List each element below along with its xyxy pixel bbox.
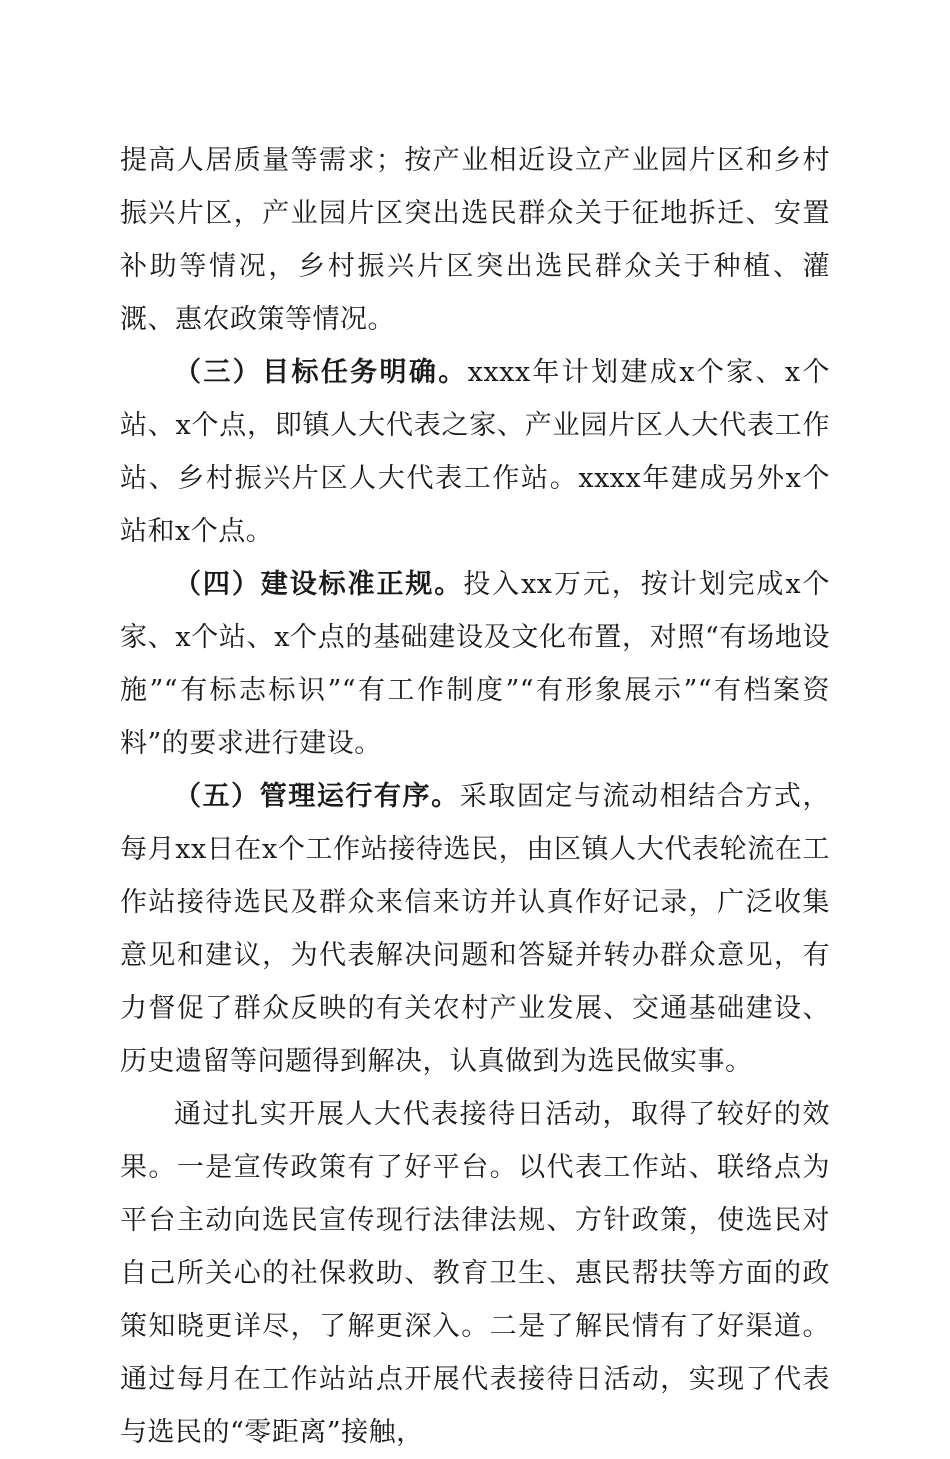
paragraph-section-4 (120, 558, 830, 770)
paragraph-section-5 (120, 770, 830, 1088)
paragraph-section-3 (120, 346, 830, 558)
paragraph-continuation (120, 134, 830, 346)
section-heading: （四）建设标准正规。 (174, 569, 464, 600)
paragraph-results (120, 1088, 830, 1459)
paragraph-text: 通过扎实开展人大代表接待日活动，取得了较好的效果。一是宣传政策有了好平台。以代表工作站、联络点为平台主动向选民宣传现行法律法规、方针政策，使选民对自己所关心的社保救助、教育卫生、惠民帮扶等方面的政策知晓更详尽，了解更深入。二是了解民情有了好渠道。通过每月在工作站站点开展代表接待日活动，实现了代表与选民的“零距离”接触， (120, 1099, 830, 1448)
section-heading: （五）管理运行有序。 (174, 781, 460, 812)
paragraph-text: 提高人居质量等需求；按产业相近设立产业园片区和乡村振兴片区，产业园片区突出选民群众关于征地拆迁、安置补助等情况，乡村振兴片区突出选民群众关于种植、灌溉、惠农政策等情况。 (120, 145, 830, 335)
section-heading: （三）目标任务明确。 (174, 357, 468, 388)
paragraph-text: 投入xx万元，按计划完成x个家、x个站、x个点的基础建设及文化布置，对照“有场地设施”“有标志标识”“有工作制度”“有形象展示”“有档案资料”的要求进行建设。 (120, 569, 830, 759)
body-text (120, 134, 830, 1459)
paragraph-text: xxxx年计划建成x个家、x个站、x个点，即镇人大代表之家、产业园片区人大代表工作站、乡村振兴片区人大代表工作站。xxxx年建成另外x个站和x个点。 (120, 357, 830, 547)
paragraph-text: 采取固定与流动相结合方式，每月xx日在x个工作站接待选民，由区镇人大代表轮流在工作站接待选民及群众来信来访并认真作好记录，广泛收集意见和建议，为代表解决问题和答疑并转办群众意见，有力督促了群众反映的有关农村产业发展、交通基础建设、历史遗留等问题得到解决，认真做到为选民做实事。 (120, 781, 831, 1077)
